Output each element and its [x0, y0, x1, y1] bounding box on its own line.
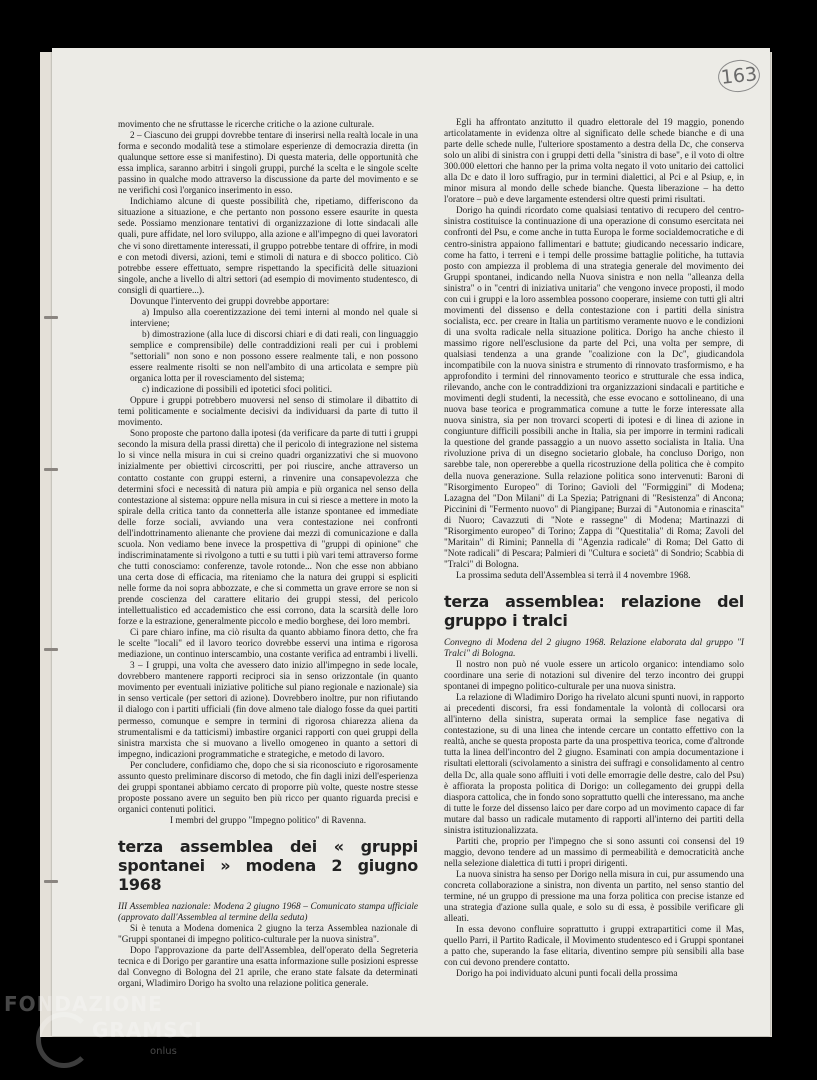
paragraph: Dorigo ha quindi ricordato come qualsiasi tentativo di recupero del centro-sinistra costituisce la continuazione di una operazione di consumo esercitata nei confronti del Psu, e come anche in tutta Europa le forme socialdemocratiche e di centro-sinistra appaiono fallimentari e battute; giudicando necessario indicare, come ha fatto, i terreni e i tempi delle prossime battaglie politiche, ha tuttavia posto con ampiezza il problema di una strategia generale del movimento dei Gruppi spontanei, indicando nella Nuova sinistra e non nella "alleanza della sinistra" o in "centri di iniziativa unitaria" che vengono invece proposti, il modo con cui i gruppi e la loro assemblea possono cooperare, insieme con tutti gli altri movimenti del dissenso e della contestazione con i partiti della sinistra socialista, ecc. per creare in Italia un partitismo veramente nuovo e le condizioni di una svolta radicale nella situazione politica. Dorigo ha anche chiesto il massimo rigore nell'esclusione da parte del Pci, una volta per sempre, di qualsiasi tendenza a una grande "coalizione con la Dc", giudicandola incompatibile con la nuova sinistra e strumento di rinnovato trasformismo, e ha approfondito i termini del rinnovamento teorico e strutturale che essa indica, rilevando, anche con le contraddizioni tra organizzazioni sindacali e partitiche e movimenti degli studenti, la necessità, che esse evocano e sottolineano, di una nuova base teorica e programmatica comune a tutte le forze interessate alla nuova sinistra, sia per non trovarci scoperti di ipotesi e di linea di azione in congiunture difficili possibili anche in Italia, sia per imporre in termini radicali la questione del grande passaggio a un nuovo assetto socialista in Italia. Una rivoluzione priva di un disegno societario globale, ha concluso Dorigo, non sarebbe tale, non opererebbe a quella ricostruzione della politica che è compito della nuova generazione. Sulla relazione politica sono intervenuti: Baroni di "Risorgimento Europeo" di Torino; Gavioli del "Formiggini" di Modena; Lazagna del "Don Milani" di La Spezia; Patrignani di "Resistenza" di Ancona; Piccinini di "Fermento nuovo" di Piangipane; Burzai di "Autonomia e rinascita" di Nuoro; Cavazzuti di "Note e rassegne" di Modena; Martinazzi di "Risorgimento europeo" di Torino; Zappa di "Questitalia" di Roma; Zavoli del "Maritain" di Rimini; Pannella di "Agenzia radicale" di Roma; Del Gatto di "Note radicali" di Pescara; Palmieri di "Cultura e società" di Sondrio; Scabbia di "Tralci" di Bologna. — [444, 206, 744, 570]
paragraph: 3 – I gruppi, una volta che avessero dato inizio all'impegno in sede locale, dovrebbero mantenere rapporti reciproci sia in senso orizzontale (in quanto movimento per eventuali iniziative politiche sul piano regionale e nazionale) sia in senso verticale (per settori di azione). Dovrebbero inoltre, pur non rifiutando il dialogo con i partiti ufficiali (fin dove almeno tale dialogo fosse da quei partiti permesso, comunque e sempre in termini di rigorosa chiarezza aliena da strumentalismi e da tatticismi) imbastire organici rapporti con quei gruppi della sinistra marxista che si muovano a livello omogeneo in quanto a settori di impegno, indicazioni programmatiche e strategiche, e metodo di lavoro. — [118, 661, 418, 760]
paragraph: La relazione di Wladimiro Dorigo ha rivelato alcuni spunti nuovi, in rapporto ai precedenti discorsi, fra essi fondamentale la volontà di collocarsi ora all'interno della sinistra, superata ormai la semplice fase negativa di contestazione, su di una linea che intende cercare un contatto effettivo con la realtà, anche se questa proposta parte da una prospettiva teorica, come d'altronde tutta la linea dell'incontro del 2 giugno. Esaminati con ampia documentazione i risultati elettorali (scivolamento a sinistra dei suffragi e consolidamento al centro della Dc, alla quale sono affluiti i voti delle emorragie delle destre, calo del Psu) è affiorata la proposta politica di Dorigo: un collegamento dei gruppi della diaspora cattolica, che in fondo sono soprattutto quelli che interessano, ma anche di tutte le forze del dissenso laico per dare corpo ad un movimento capace di far mutare dal basso un radicale mutamento di rapporti all'interno dei partiti della sinistra istituzionalizzata. — [444, 693, 744, 836]
binding-staple — [44, 468, 58, 471]
binding-staple — [44, 880, 58, 883]
paragraph: Oppure i gruppi potrebbero muoversi nel senso di stimolare il dibattito di temi politicamente e socialmente decisivi da individuarsi da parte di tutto il movimento. — [118, 396, 418, 429]
logo-text-line1: FONDAZIONE — [4, 992, 163, 1016]
right-column — [444, 118, 744, 980]
watermark-logo — [4, 992, 203, 1057]
paragraph: 2 – Ciascuno dei gruppi dovrebbe tentare di inserirsi nella realtà locale in una forma e secondo modalità tese a stimolare esperienze di democrazia diretta (in qualunque settore esse si manifestino). Di questa materia, delle opportunità che essa implica, saranno arbitri i singoli gruppi, purché la scelta e le singole scelte passino in qualche modo attraverso la discussione da parte del movimento e se ne verifichi così l'organico inserimento in esso. — [118, 131, 418, 197]
paragraph: In essa devono confluire soprattutto i gruppi extrapartitici come il Mas, quello Parri, il Partito Radicale, il Movimento studentesco ed i Gruppi spontanei a patto che, superando la fase elitaria, diventino sempre più sensibili alla base con cui devono prendere contatto. — [444, 925, 744, 969]
paragraph: movimento che ne sfruttasse le ricerche critiche o la azione culturale. — [118, 120, 375, 130]
left-column — [118, 120, 418, 990]
section-heading: terza assemblea: relazione del gruppo i tralci — [444, 591, 744, 630]
paragraph: Si è tenuta a Modena domenica 2 giugno la terza Assemblea nazionale di "Gruppi spontanei di impegno politico-culturale per la nuova sinistra". — [118, 924, 418, 946]
paragraph: Indichiamo alcune di queste possibilità che, ripetiamo, differiscono da situazione a situazione, e che pertanto non possono essere esaurite in questa sede. Possiamo menzionare tentativi di organizzazione di lotte sindacali alle quali, pure affidate, nel loro sviluppo, alla azione e all'impegno di quei lavoratori che vi sono direttamente interessati, il gruppo potrebbe tentare di offrire, in modi e con metodi diversi, azioni, temi e stimoli di natura e di sbocco politico. Ciò potrebbe essere effettuato, sempre rispettando la specificità delle situazioni singole, anche a livello di altri settori (ad esempio di movimento studentesco, di consigli di quartiere...). — [118, 197, 418, 296]
paragraph: La prossima seduta dell'Assemblea si terrà il 4 novembre 1968. — [456, 570, 691, 581]
paragraph: Partiti che, proprio per l'impegno che si sono assunti coi consensi del 19 maggio, devono tendere ad un massimo di permeabilità e democraticità anche nella selezione dialettica di tutti i propri dirigenti. — [444, 836, 744, 869]
paragraph: Egli ha affrontato anzitutto il quadro elettorale del 19 maggio, ponendo articolatamente in evidenza oltre al significato delle schede bianche e di una parte delle schede nulle, l'ulteriore spostamento a destra della Dc, che conserva solo un alibi di sinistra con i gruppi detti della "sinistra di base", e il voto di oltre 300.000 elettori che hanno per la prima volta negato il voto unitario dei cattolici alla Dc e dato il loro suffragio, pur in termini dialettici, al Pci e al Psiup, e, in minor misura al mondo delle schede bianche. Questa liberazione – ha detto l'oratore – può e deve largamente estendersi oltre questi primi risultati. — [444, 118, 744, 206]
logo-text-line2: GRAMSCI — [92, 1018, 203, 1042]
list-item: b) dimostrazione (alla luce di discorsi chiari e di dati reali, con linguaggio semplice e comprensibile) delle contraddizioni reali per cui i problemi "settoriali" non sono e non possono essere realmente tali, e non possono essere realmente risolti se non nell'ambito di una articolata e sempre più organica lotta per il rovesciamento del sistema; — [130, 329, 418, 385]
signature-line: I membri del gruppo "Impegno politico" di Ravenna. — [169, 815, 367, 826]
logo-mark-icon — [36, 1012, 92, 1068]
paragraph: Dovunque l'intervento dei gruppi dovrebbe apportare: — [130, 296, 330, 307]
paragraph: Il nostro non può né vuole essere un articolo organico: intendiamo solo coordinare una serie di notazioni sul divenire del terzo incontro dei gruppi spontanei di impegno politico-culturale per una nuova sinistra. — [444, 660, 744, 693]
binding-staple — [44, 316, 58, 319]
paragraph: La nuova sinistra ha senso per Dorigo nella misura in cui, pur assumendo una concreta collaborazione a sinistra, non diventa un partito, nel senso stantio del termine, né un gruppo di pressione ma una forza politica con precise istanze ed una strategia d'azione sulla quale, e solo su di essa, è possibile verificare gli alleati. — [444, 869, 744, 925]
section-caption: Convegno di Modena del 2 giugno 1968. Relazione elaborata dal gruppo "I Tralci" di Bologna. — [444, 637, 744, 660]
binding-staple — [44, 648, 58, 651]
paragraph: Dopo l'approvazione da parte dell'Assemblea, dell'operato della Segreteria tecnica e di Dorigo per garantire una esatta informazione sulle posizioni espresse dal Convegno di Bologna del 21 aprile, che erano state falsate da determinati organi, Wladimiro Dorigo ha svolto una relazione politica generale. — [118, 946, 418, 990]
logo-text-line3: onlus — [150, 1046, 177, 1057]
paragraph: Dorigo ha poi individuato alcuni punti focali della prossima — [456, 969, 678, 980]
section-heading: terza assemblea dei « gruppi spontanei » modena 2 giugno 1968 — [118, 837, 418, 894]
paragraph: Ci pare chiaro infine, ma ciò risulta da quanto abbiamo finora detto, che fra le scelte "locali" ed il lavoro teorico dovrebbe esservi una intima e rigorosa mediazione, un continuo interscambio, una costante verifica ad entrambi i livelli. — [118, 628, 418, 661]
paragraph: Sono proposte che partono dalla ipotesi (da verificare da parte di tutti i gruppi secondo la misura della prassi diretta) che il pericolo di integrazione nel sistema lo si vince nella misura in cui si creino quadri organizzativi che si muovono inizialmente per obiettivi circoscritti, per poi riuscire, anche attraverso un contatto costante con gruppi esterni, a rinvenire una consapevolezza che determini sfoci e necessità di natura più ampia e più organica nel senso della contestazione al sistema: oppure nella misura in cui si riesce a mettere in moto la spirale della critica tanto da connetterla alle istanze spontanee ed immediate delle forze sociali, avviando una vera contestazione nei confronti dell'indottrinamento alienante che proviene dai mezzi di comunicazione e dalla scuola. Non vediamo bene invece la prospettiva di "gruppi di opinione" che indiscriminatamente si rivolgono a tutti e su tutti i più vari temi attraverso forme che tutti conosciamo: conferenze, tavole rotonde... Non che esse non abbiano una certa dose di efficacia, ma riteniamo che la natura dei gruppi si espliciti nelle forme da noi sopra abbozzate, e che si commetta un grave errore se non si prende coscienza del carattere elitario dei gruppi stessi, del pericolo intellettualistico ed accademistico che essi corrono, data la scarsità delle loro forze e la estrazione, generalmente piccolo e medio borghese, dei loro membri. — [118, 429, 418, 628]
section-caption: III Assemblea nazionale: Modena 2 giugno 1968 – Comunicato stampa ufficiale (approvato dall'Assemblea al termine della seduta) — [118, 902, 418, 924]
page-number: 163 — [716, 58, 761, 94]
list-item: a) Impulso alla coerentizzazione dei temi interni al mondo nel quale si interviene; — [130, 307, 418, 329]
list-item: c) indicazione di possibili ed ipotetici sfoci politici. — [142, 385, 333, 396]
paragraph: Per concludere, confidiamo che, dopo che si sia riconosciuto e rigorosamente assunto questo preliminare discorso di metodo, che fin dagli inizi dell'esperienza dei gruppi spontanei abbiamo cercato di proporre più volte, queste nostre stesse proposte possano avere un seguito ben più ricco per quanto riguarda precisi e organici contenuti politici. — [118, 760, 418, 815]
